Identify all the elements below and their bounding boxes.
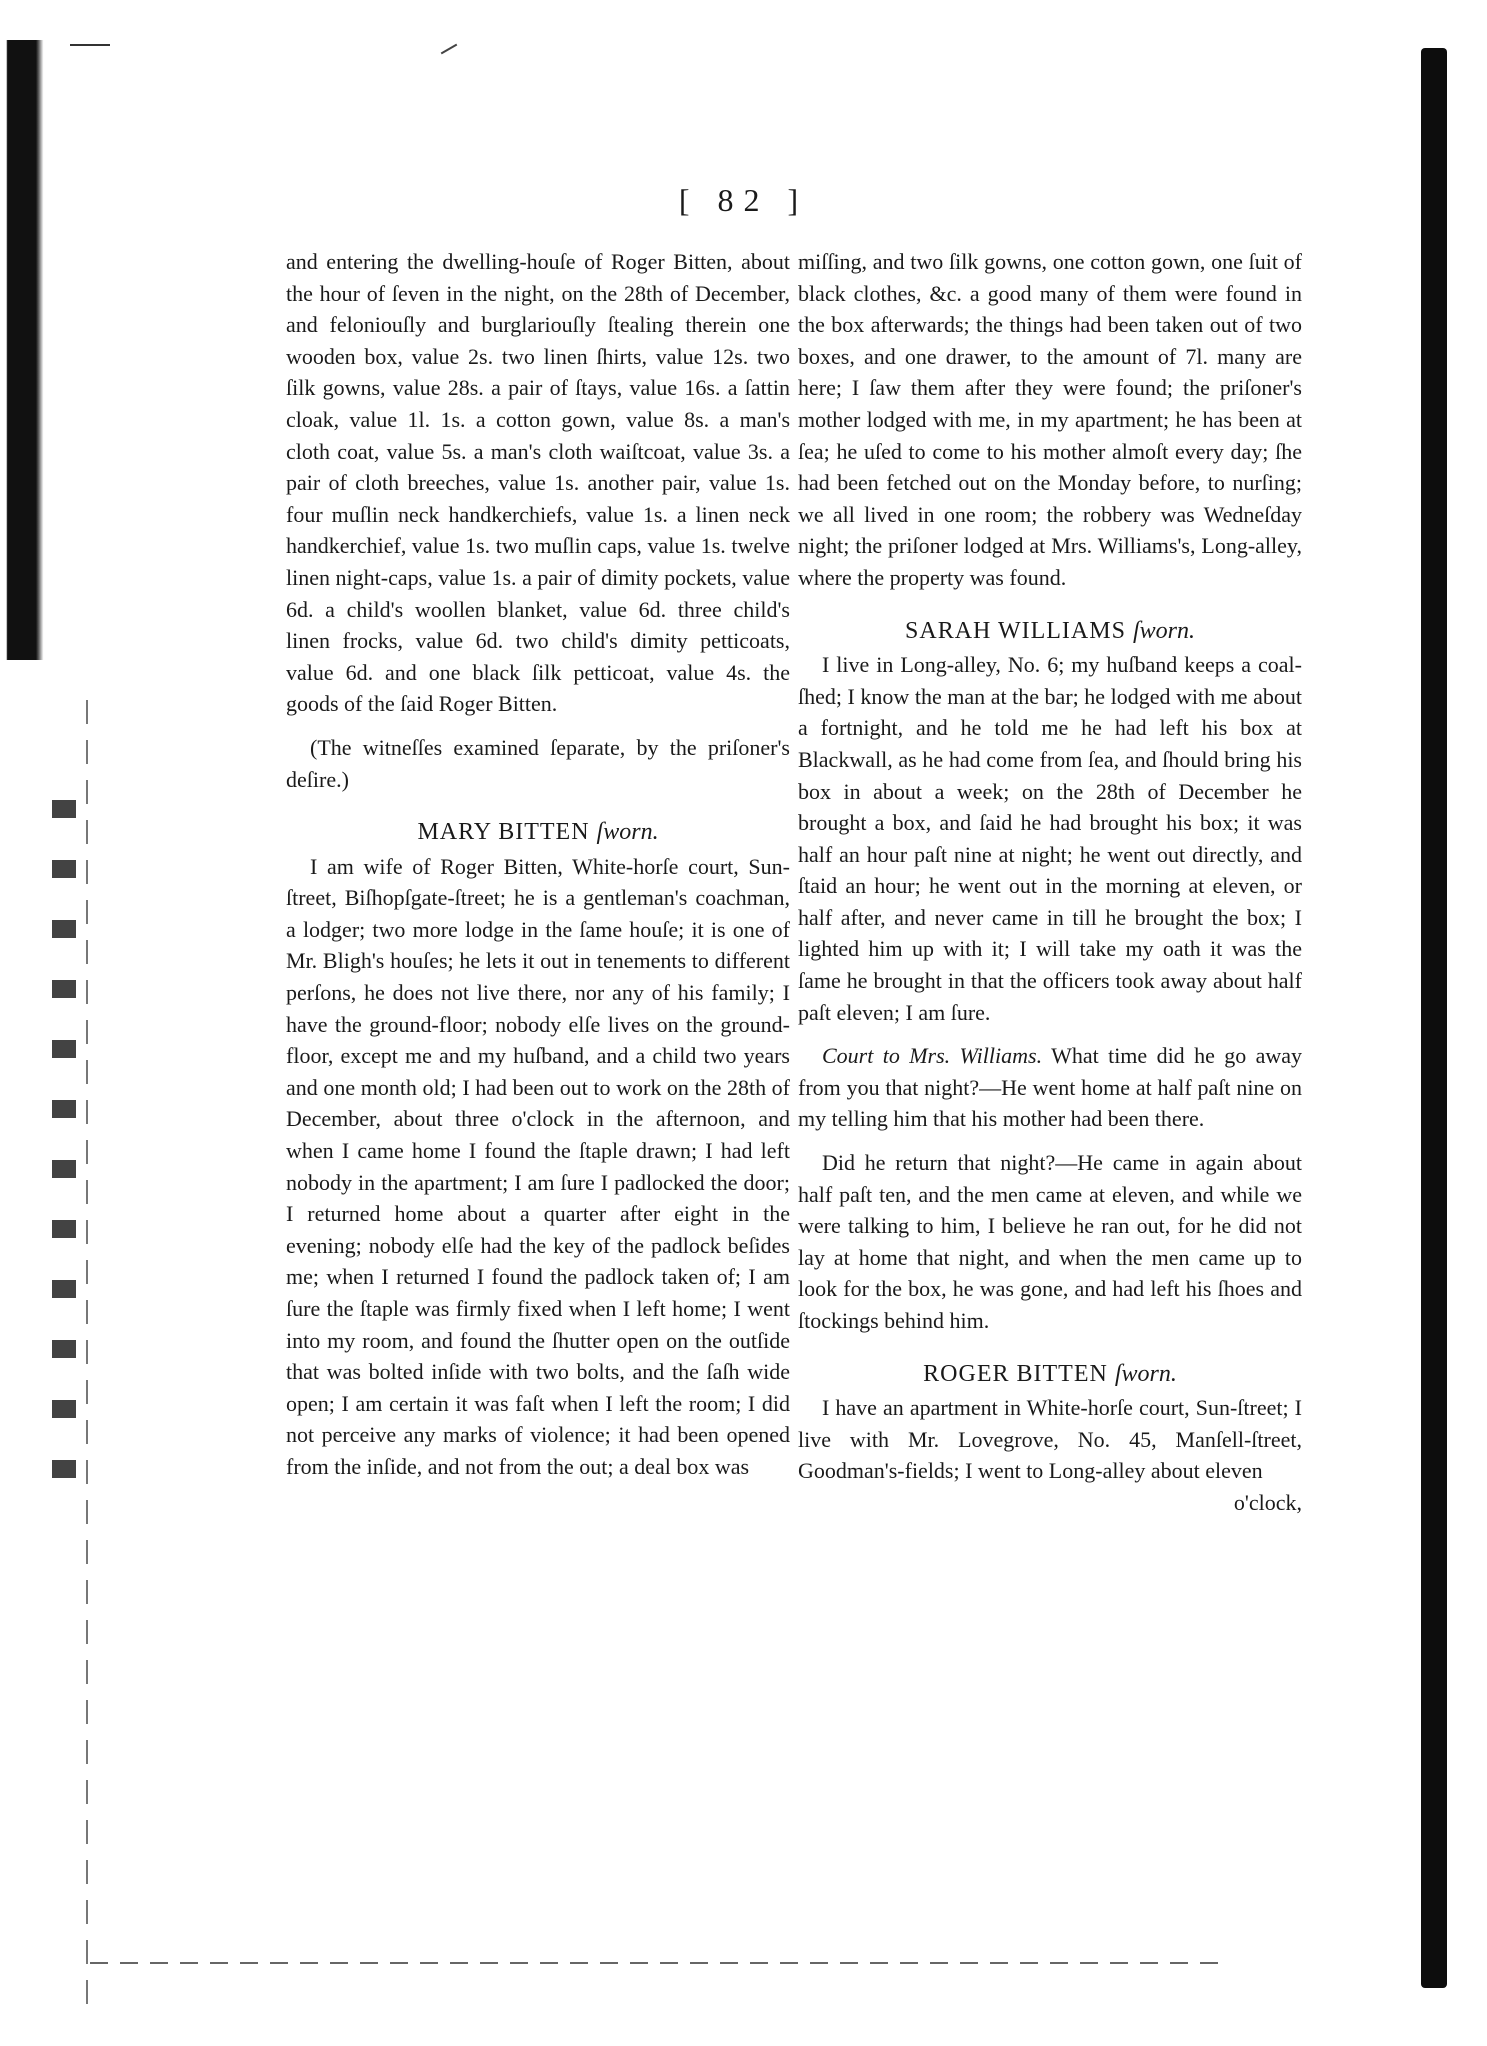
paragraph-testimony-continued: miſſing, and two ſilk gowns, one cotton gown, one ſuit of black clothes, &c. a good many of them were found in the box afterwards; the things had been taken out of two boxes, and one drawer, to the amount of 7l. many are here; I ſaw them after they were found; the priſoner's mother lodged with me, in my apartment; he has been at ſea; he uſed to come to his mother almoſt every day; ſhe had been fetched out on the Monday before, to nurſing; we all lived in one room; the robbery was Wedneſday night; the priſoner lodged at Mrs. Williams's, Long-alley, where the property was found. <box>798 249 1302 590</box>
catchword: o'clock, <box>1233 1489 1302 1515</box>
stray-ink-mark <box>441 44 458 55</box>
sworn-label: ſworn. <box>596 819 659 846</box>
scan-edge-marks <box>52 800 76 1500</box>
paragraph-court-question <box>798 1040 1302 1135</box>
witness-heading-sarah-williams <box>798 616 1302 648</box>
paragraph-roger-bitten-testimony: I have an apartment in White-horſe court, Sun-ſtreet; I live with Mr. Lovegrove, No. 45, Manſell-ſtreet, Goodman's-fields; I went to Long-alley about eleven <box>798 1395 1302 1484</box>
witness-name: MARY BITTEN <box>417 819 590 846</box>
paragraph-sarah-williams-testimony: I live in Long-alley, No. 6; my huſband keeps a coal-ſhed; I know the man at the bar; he lodged with me about a fortnight, and he told me he had left his box at Blackwall, as he had come from ſea, and ſhould bring his box in about a week; on the 28th of December he brought a box, and ſaid he had brought his box; it was half an hour paſt nine at night; he went out directly, and ſtaid an hour; he went out in the morning at eleven, or half after, and never came in till he brought the box; I lighted him up with it; I will take my oath it was the ſame he brought in that the officers took away about half paſt eleven; I am ſure. <box>798 652 1302 1025</box>
paragraph-indictment: and entering the dwelling-houſe of Roger Bitten, about the hour of ſeven in the night, on the 28th of December, and feloniouſly and burglariouſly ſtealing therein one wooden box, value 2s. two linen ſhirts, value 12s. two ſilk gowns, value 28s. a pair of ſtays, value 16s. a ſattin cloak, value 1l. 1s. a cotton gown, value 8s. a man's cloth coat, value 5s. a man's cloth waiſtcoat, value 3s. a pair of cloth breeches, value 1s. another pair, value 1s. four muſlin neck handkerchiefs, value 1s. a linen neck handkerchief, value 1s. two muſlin caps, value 1s. twelve linen night-caps, value 1s. a pair of dimity pockets, value 6d. a child's woollen blanket, value 6d. three child's linen frocks, value 6d. two child's dimity petticoats, value 6d. and one black ſilk petticoat, value 4s. the goods of the ſaid Roger Bitten. <box>286 249 790 717</box>
right-column <box>798 246 1302 1519</box>
sworn-label: ſworn. <box>1114 1360 1177 1387</box>
scan-edge-left <box>0 40 62 660</box>
scan-edge-line <box>86 700 88 2020</box>
paragraph-witnesses-note: (The witneſſes examined ſeparate, by the priſoner's deſire.) <box>286 734 790 792</box>
witness-name: SARAH WILLIAMS <box>905 617 1126 644</box>
page-number: [ 82 ] <box>678 182 809 218</box>
paragraph-return-question: Did he return that night?—He came in again about half paſt ten, and the men came at eleven, and while we were talking to him, I believe he ran out, for he did not lay at home that night, and when the men came up to look for the box, he was gone, and had left his ſhoes and ſtockings behind him. <box>798 1150 1302 1333</box>
court-question-text: What time did he go away from you that night?—He went home at half paſt nine on my telling him that his mother had been there. <box>798 1043 1303 1132</box>
court-question-lead: Court to Mrs. Williams. <box>822 1043 1043 1069</box>
scan-mark <box>70 44 110 46</box>
left-column <box>286 246 790 1483</box>
witness-name: ROGER BITTEN <box>923 1360 1108 1387</box>
witness-heading-roger-bitten <box>798 1359 1302 1391</box>
paragraph-mary-bitten-testimony: I am wife of Roger Bitten, White-horſe court, Sun-ſtreet, Biſhopſgate-ſtreet; he is a gentleman's coachman, a lodger; two more lodge in the ſame houſe; it is one of Mr. Bligh's houſes; he lets it out in tenements to different perſons, he does not live there, nor any of his family; I have the ground-floor; nobody elſe lives on the ground-floor, except me and my huſband, and a child two years and one month old; I had been out to work on the 28th of December, about three o'clock in the afternoon, and when I came home I found the ſtaple drawn; I had left nobody in the apartment; I am ſure I padlocked the door; I returned home about a quarter after eight in the evening; nobody elſe had the key of the padlock beſides me; when I returned I found the padlock taken of; I am ſure the ſtaple was firmly fixed when I left home; I went into my room, and found the ſhutter open on the outſide that was bolted inſide with two bolts, and the ſaſh wide open; I am certain it was faſt when I left the room; I did not perceive any marks of violence; it had been opened from the inſide, and not from the out; a deal box was <box>286 853 790 1479</box>
sworn-label: ſworn. <box>1132 617 1195 644</box>
scan-bottom-line <box>90 1962 1230 1964</box>
scan-edge-right <box>1421 48 1447 1988</box>
witness-heading-mary-bitten <box>286 817 790 849</box>
